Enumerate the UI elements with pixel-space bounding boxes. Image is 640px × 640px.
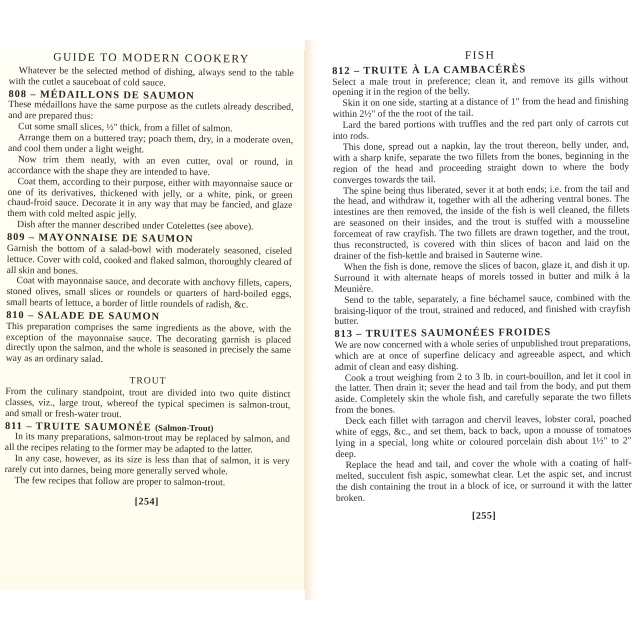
page-number: [255] <box>471 511 497 523</box>
paragraph: Arrange them on a buttered tray; poach them, dry, in a moderate oven, and cool them under a light weight. <box>7 132 294 156</box>
paragraph: Dish after the manner described under Cotelettes (see above). <box>17 219 254 233</box>
paragraph: This preparation comprises the same ingredients as the above, with the exception of the mayonnaise sauce. The decorating garnish is placed directly upon the salmon, and the whole is seasoned in precisely the same way as an ordinary salad. <box>5 320 292 366</box>
paragraph: Coat them, according to their purpose, either with mayonnaise sauce or one of its derivatives, thickened with jelly, or a white, pink, or green chaud-froid sauce. Decorate it in any way that may be fancied, and glaze them with cold melted aspic jelly. <box>7 175 293 221</box>
paragraph: When the fish is done, remove the slices of bacon, glaze it, and dish it up. Surround it with alternate heaps of morels tossed in butter and milk à la Meunière. <box>333 259 631 295</box>
paragraph: We are now concerned with a whole series of unpublished trout preparations, which are at once of superfine delicacy and agreeable aspect, and which admit of clean and easy dishing. <box>334 337 631 373</box>
paragraph: Now trim them neatly, with an even cutter, oval or round, in accordance with the shape they are intended to have. <box>7 153 293 178</box>
paragraph: Replace the head and tail, and cover the whole with a coating of half-melted, succulent fish aspic, somewhat clear. Let the aspic set, and incrust the dish containing the trout in a block of ice, or surround it with the latter broken. <box>335 457 632 504</box>
paragraph: Select a male trout in preference; clean it, and remove its gills without opening it in the region of the belly. <box>332 73 629 99</box>
paragraph: Lard the bared portions with truffles and the red part only of carrots cut into rods. <box>332 117 629 143</box>
recipe-heading-812: 812 – TRUITE À LA CAMBACÉRÈS <box>332 64 527 77</box>
paragraph: Coat with mayonnaise sauce, and decorate with anchovy fillets, capers, stoned olives, small slices or roundels or quarters of hard-boiled eggs, small hearts of lettuce, a border of little roundels of radish, &c. <box>6 275 292 311</box>
paragraph: Skin it on one side, starting at a distance of 1" from the head and finishing within 2½" of the the root of the tail. <box>332 95 629 121</box>
right-page <box>318 50 640 590</box>
recipe-heading-813: 813 – TRUITES SAUMONÉES FROIDES <box>334 327 552 341</box>
paragraph: Send to the table, separately, a fine béchamel sauce, combined with the braising-liquor of the trout, strained and reduced, and finished with crayfish butter. <box>334 292 631 328</box>
paragraph: The spine being thus liberated, sever it at both ends; i.e. from the tail and the head, and withdraw it, together with all the adhering ventral bones. The intestines are then removed, the inside of the fish is well cleaned, the fillets are seasoned on their insides, and the trout is stuffed with a mousseline forcemeat of raw crayfish. The two fillets are drawn together, and the trout, thus reconstructed, is covered with thin slices of bacon and laid on the drainer of the fish-kettle and braised in Sauterne wine. <box>333 182 630 262</box>
paragraph: Cut some small slices, ½" thick, from a fillet of salmon. <box>18 121 233 135</box>
paragraph: The few recipes that follow are proper to salmon-trout. <box>14 475 226 489</box>
recipe-heading-810: 810 – SALADE DE SAUMON <box>6 310 161 323</box>
recipe-heading-809: 809 – MAYONNAISE DE SAUMON <box>6 232 194 246</box>
paragraph: Deck each fillet with tarragon and chervil leaves, lobster coral, poached white of eggs, &c., and set them, back to back, upon a mousse of tomatoes lying in a special, long white or coloured porcelain dish about 1½" to 2" deep. <box>335 413 632 460</box>
running-head: FISH <box>464 49 496 62</box>
page-number: [254] <box>134 496 159 508</box>
section-intro: From the culinary standpoint, trout are divided into two quite distinct classes, viz., large trout, whereof the typical specimen is salmon-trout, and small or fresh-water trout. <box>5 386 291 421</box>
book-gutter <box>305 40 318 600</box>
paragraph: Cook a trout weighing from 2 to 3 lb. in court-bouillon, and let it cool in the latter. Then drain it; sever the head and tail from the body, and put them aside. Completely skin the whole fish, and carefully separate the two fillets from the bones. <box>334 369 632 417</box>
recipe-heading-808: 808 – MÉDAILLONS DE SAUMON <box>8 88 195 102</box>
section-title-trout: TROUT <box>129 375 167 387</box>
recipe-subtitle: (Salmon-Trout) <box>155 422 214 434</box>
recipe-title: 811 – TRUITE SAUMONÉE <box>5 420 152 434</box>
paragraph: In any case, however, as its size is less than that of salmon, it is very rarely cut into darnes, being more generally served whole. <box>4 453 290 478</box>
paragraph: Garnish the bottom of a salad-bowl with moderately seasoned, ciseled lettuce. Cover with cold, cooked and flaked salmon, thoroughly cleared of all skin and bones. <box>6 242 292 277</box>
intro-paragraph: Whatever be the selected method of dishing, always send to the table with the cutlet a sauceboat of cold sauce. <box>8 65 294 89</box>
running-head: GUIDE TO MODERN COOKERY <box>53 51 250 66</box>
paragraph: This done, spread out a napkin, lay the trout thereon, belly under, and, with a sharp knife, separate the two fillets from the bones, beginning in the region of the head and proceeding straight down to where the body converges towards the tail. <box>332 139 630 186</box>
paragraph: In its many preparations, salmon-trout may be replaced by salmon, and all the recipes relating to the former may be adapted to the latter. <box>4 431 290 456</box>
left-page <box>0 50 305 590</box>
paragraph: These médaillons have the same purpose as the cutlets already described, and are prepared thus: <box>8 99 294 123</box>
